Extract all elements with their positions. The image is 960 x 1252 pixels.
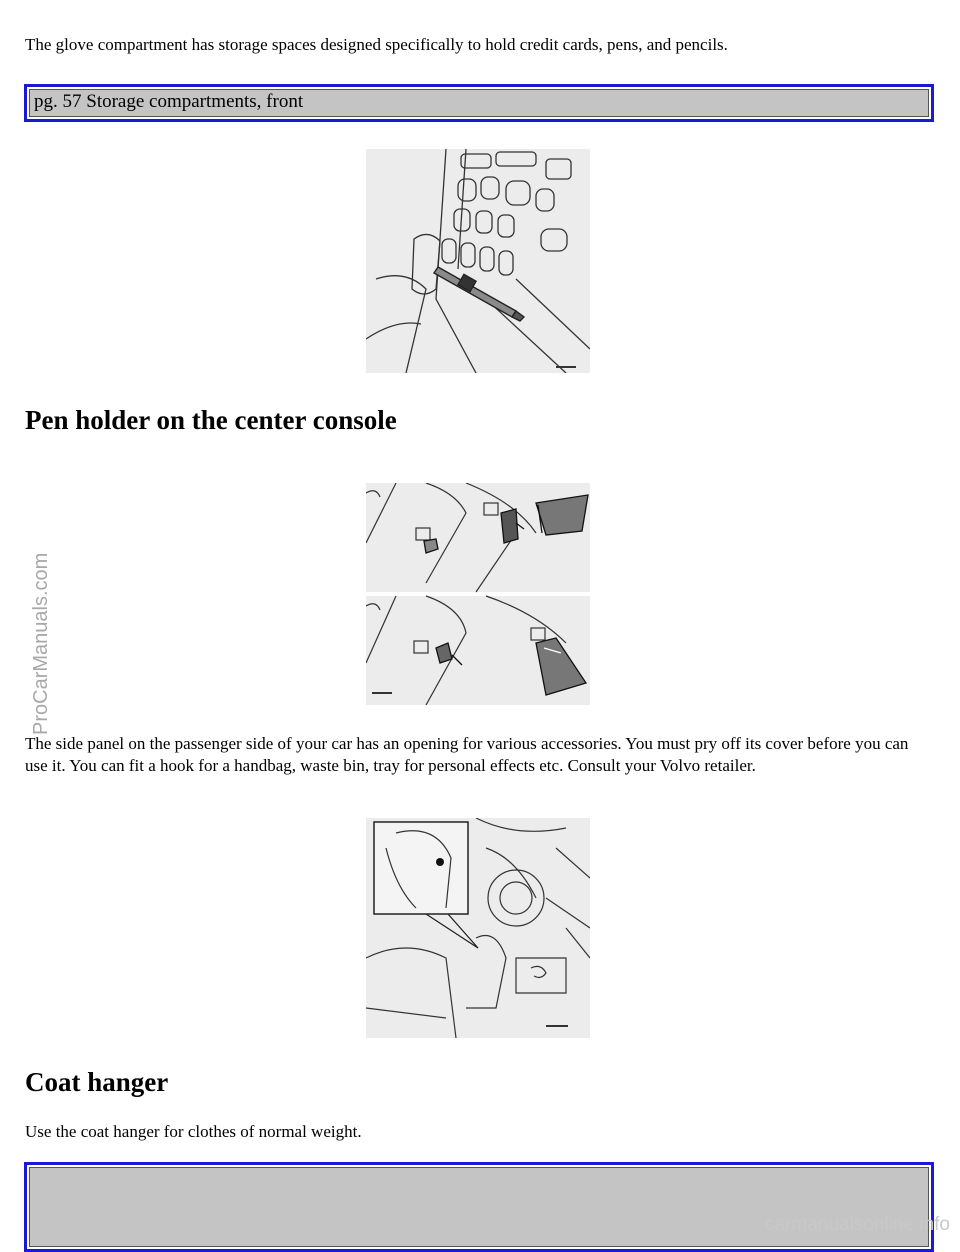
intro-paragraph: The glove compartment has storage spaces designed specifically to hold credit cards, pens, and pencils. (25, 35, 728, 54)
section-banner (24, 84, 934, 122)
pen-holder-illustration (366, 149, 590, 373)
heading-coat-hanger: Coat hanger (25, 1067, 169, 1097)
heading-pen-holder: Pen holder on the center console (25, 405, 397, 435)
section-banner-title: pg. 57 Storage compartments, front (29, 89, 929, 117)
side-panel-illustration (366, 483, 590, 705)
side-panel-paragraph: The side panel on the passenger side of your car has an opening for various accessories. You must pry off its cover before you can use it. You can fit a hook for a handbag, waste bin, tray for personal effects etc. Consult your Volvo retailer. (25, 734, 909, 775)
coat-hanger-paragraph: Use the coat hanger for clothes of normal weight. (25, 1122, 362, 1141)
side-watermark: ProCarManuals.com (30, 552, 52, 735)
coat-hanger-illustration (366, 818, 590, 1038)
bottom-banner (24, 1162, 934, 1252)
bottom-watermark: carmanualsonline.info (765, 1214, 950, 1235)
